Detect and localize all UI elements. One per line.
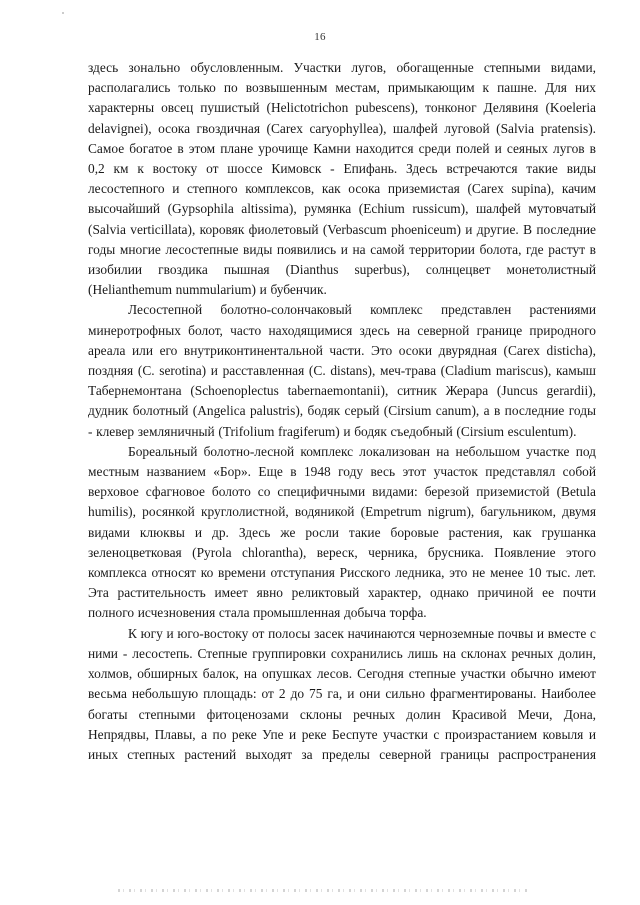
scan-artifact-strip: [118, 889, 528, 892]
paragraph-meadows: здесь зонально обусловленным. Участки лугов, обогащенные степными видами, располагались только по возвышенным местам, примыкающим к пашне. Для них характерны овсец пушистый (Helictotrichon pubescens), тонконог Делявиня (Koeleria delavignei), осока гвоздичная (Carex caryophyllea), шалфей луговой (Salvia pratensis). Самое богатое в этом плане урочище Камни находится среди полей и сеяных лугов в 0,2 км к востоку от шоссе Кимовск - Епифань. Здесь встречаются такие виды лесостепного и степного комплексов, как осока приземистая (Carex supina), качим высочайший (Gypsophila altissima), румянка (Echium russicum), шалфей мутовчатый (Salvia verticillata), коровяк фиолетовый (Verbascum phoeniceum) и другие. В последние годы многие лесостепные виды появились и на самой территории болота, где растут в изобилии гвоздика пышная (Dianthus superbus), солнцецвет монетолистный (Helianthemum nummularium) и бубенчик.: [88, 60, 596, 298]
body-text: [88, 58, 596, 765]
paragraph-forest-steppe-marsh: Лесостепной болотно-солончаковый комплекс представлен растениями минеротрофных болот, часто находящимися здесь на северной границе природного ареала или его внутриконтинентальной части. Это осоки двурядная (Carex disticha), поздняя (C. serotina) и расставленная (C. distans), меч-трава (Cladium mariscus), камыш Табернемонтана (Schoenoplectus tabernaemontanii), ситник Жерара (Juncus gerardii), дудник болотный (Angelica palustris), бодяк серый (Cirsium canum), а в последние годы - клевер земляничный (Trifolium fragiferum) и бодяк съедобный (Cirsium esculentum).: [88, 302, 596, 439]
paragraph-boreal-bog-forest: Бореальный болотно-лесной комплекс локализован на небольшом участке под местным названием «Бор». Еще в 1948 году весь этот участок представлял собой верховое сфагновое болото со специфичными видами: березой приземистой (Betula humilis), росянкой круглолистной, водяникой (Empetrum nigrum), багульником, двумя видами клюквы и др. Здесь же росли такие боровые растения, как грушанка зеленоцветковая (Pyrola chlorantha), вереск, черника, брусника. Появление этого комплекса относят ко времени отступания Рисского ледника, это не менее 10 тыс. лет. Эта растительность имеет явно реликтовый характер, однако причиной ее почти полного исчезновения стала промышленная добыча торфа.: [88, 443, 596, 621]
scan-speck: [62, 12, 64, 14]
page-number: 16: [314, 31, 326, 43]
paragraph-chernozem-forest-steppe: К югу и юго-востоку от полосы засек начинаются черноземные почвы и вместе с ними - лесостепь. Степные группировки сохранились лишь на склонах речных долин, холмов, обширных балок, на опушках лесов. Сегодня степные участки обычно имеют весьма небольшую площадь: от 2 до 75 га, и они сильно фрагментированы. Наиболее богаты степными фитоценозами склоны речных долин Красивой Мечи, Дона, Непрядвы, Плавы, а по реке Упе и реке Беспуте участки с произрастанием ковыля и иных степных растений выходят за пределы северной границы распространения: [88, 625, 596, 762]
